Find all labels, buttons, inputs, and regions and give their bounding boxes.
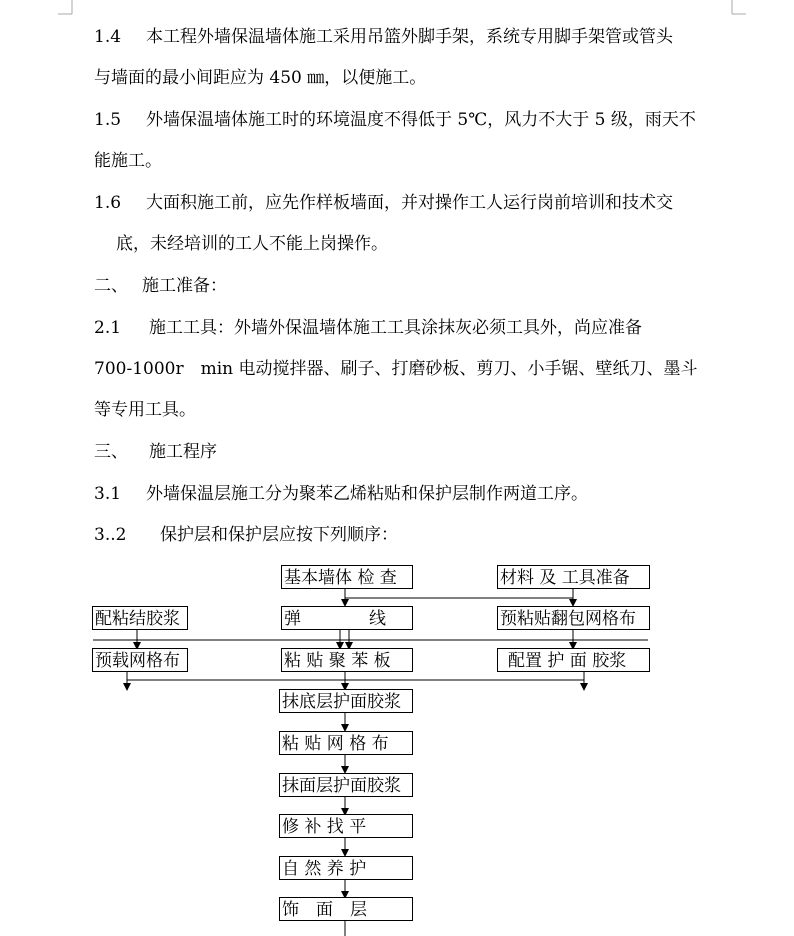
section-text: 施工工具：外墙外保温墙体施工工具涂抹灰必须工具外，尚应准备	[149, 318, 642, 338]
flow-box-preload-mesh: 预载网格布	[92, 648, 188, 672]
section-number: 1.6	[94, 193, 122, 213]
flow-box-finish: 饰 面 层	[279, 897, 413, 921]
section-text: 保护层和保护层应按下列顺序：	[160, 525, 398, 545]
section-number: 2.1	[94, 318, 122, 338]
flow-box-repair: 修 补 找 平	[279, 814, 413, 838]
section-text: 大面积施工前，应先作样板墙面，并对操作工人运行岗前培训和技术交	[146, 193, 673, 213]
flow-box-top-coat: 抹面层护面胶浆	[279, 773, 413, 797]
section-number: 二、	[94, 276, 128, 296]
section-text: 施工准备：	[142, 276, 227, 296]
section-text: 外墙保温墙体施工时的环境温度不得低于 5℃，风力不大于 5 级，雨天不	[146, 110, 696, 130]
section-text: 施工程序	[149, 442, 217, 462]
section-number: 三、	[94, 442, 128, 462]
section-number: 1.5	[94, 110, 122, 130]
section-text: 700-1000r min 电动搅拌器、刷子、打磨砂板、剪刀、小手锯、壁纸刀、墨斗	[94, 359, 698, 379]
flow-box-prep-coat: 配置 护 面 胶浆	[497, 648, 650, 672]
flow-box-base-check: 基本墙体 检 查	[281, 565, 413, 589]
section-number: 3.1	[94, 484, 122, 504]
flow-box-paste-eps: 粘 贴 聚 苯 板	[281, 648, 413, 672]
section-text: 能施工。	[94, 151, 162, 171]
section-text: 本工程外墙保温墙体施工采用吊篮外脚手架，系统专用脚手架管或管头	[146, 27, 673, 47]
section-number: 1.4	[94, 27, 122, 47]
section-text: 底，未经培训的工人不能上岗操作。	[116, 234, 388, 254]
section-text: 等专用工具。	[94, 400, 196, 420]
section-text: 外墙保温层施工分为聚苯乙烯粘贴和保护层制作两道工序。	[146, 484, 588, 504]
flow-box-paste-mesh: 粘 贴 网 格 布	[279, 731, 413, 755]
flow-box-snap-line: 弹 线	[281, 606, 413, 630]
flow-box-materials: 材料 及 工具准备	[497, 565, 650, 589]
flow-box-base-coat: 抹底层护面胶浆	[279, 689, 413, 713]
flow-box-adhesive: 配粘结胶浆	[92, 606, 188, 630]
flow-box-pre-mesh: 预粘贴翻包网格布	[497, 606, 650, 630]
flow-box-cure: 自 然 养 护	[279, 856, 413, 880]
section-number: 3..2	[94, 525, 127, 545]
section-text: 与墙面的最小间距应为 450 ㎜，以便施工。	[94, 68, 427, 88]
